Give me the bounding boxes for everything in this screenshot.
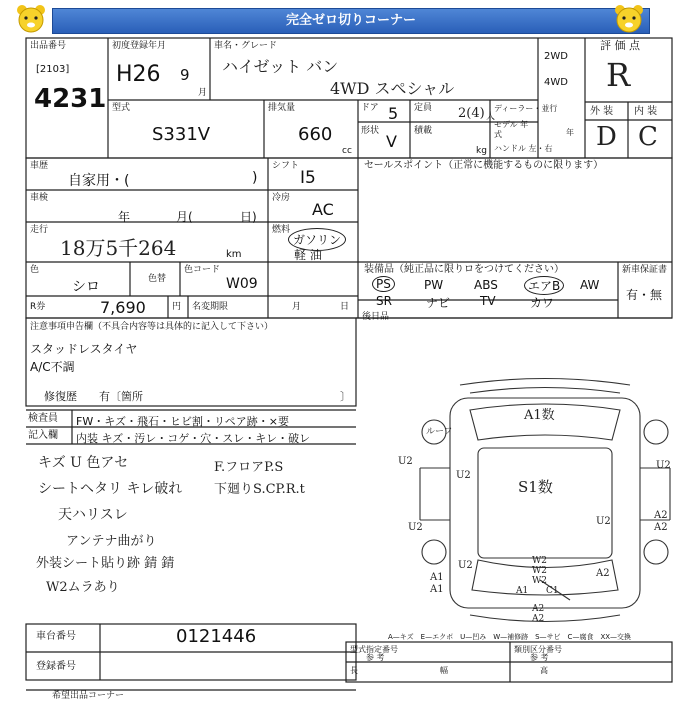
bear-mascot-right-icon bbox=[612, 4, 646, 34]
displacement-unit: cc bbox=[342, 146, 352, 156]
recycle-label: R券 bbox=[30, 302, 46, 312]
equip-ps: PS bbox=[372, 276, 395, 292]
history-close: ) bbox=[252, 170, 258, 186]
exterior-label: 外 装 bbox=[590, 106, 614, 117]
registration-month: 9 bbox=[180, 66, 190, 84]
drive-2wd: 2WD bbox=[544, 51, 568, 62]
color-label: 色 bbox=[30, 265, 40, 275]
recycle-unit: 円 bbox=[172, 302, 182, 312]
color-value: シロ bbox=[72, 279, 100, 295]
mark-a2-e: A2 bbox=[532, 614, 545, 624]
equip-abs: ABS bbox=[474, 278, 498, 292]
mini-l7: 高 bbox=[540, 666, 548, 675]
mark-u2-b: U2 bbox=[456, 470, 471, 481]
capacity-label: 定員 bbox=[414, 103, 433, 113]
exterior-items: FW・キズ・飛石・ヒビ割・リペア跡・×要 bbox=[76, 415, 289, 428]
fuel-gasoline: ガソリン bbox=[288, 228, 346, 251]
shape-label: 形状 bbox=[361, 126, 380, 136]
warranty-label: 新車保証書 bbox=[622, 265, 668, 275]
mark-a1-a: A1 bbox=[430, 572, 444, 583]
mark-u2-f: U2 bbox=[458, 560, 473, 571]
hand-note-4: アンテナ曲がり bbox=[66, 534, 157, 549]
mark-a1-c: A1 bbox=[516, 586, 529, 596]
mark-a2-b: A2 bbox=[654, 522, 668, 533]
corner-banner: 完全ゼロ切りコーナー bbox=[52, 8, 650, 34]
repair-history: 修復歴 有〔箇所 bbox=[44, 390, 143, 403]
hand-note-1: キズ U 色アセ bbox=[38, 455, 129, 471]
mark-c1: C1 bbox=[546, 586, 559, 596]
color-code-label: 色コード bbox=[184, 265, 221, 275]
chassis-label: 車台番号 bbox=[36, 631, 76, 642]
mark-u2-e: U2 bbox=[596, 516, 611, 527]
rear-items-label: 後日品 bbox=[362, 312, 390, 322]
mark-a1-b: A1 bbox=[430, 584, 444, 595]
aircon-label: 冷房 bbox=[272, 193, 291, 203]
model-year-unit: 年 bbox=[566, 128, 574, 137]
inspection-year: 年 bbox=[118, 210, 131, 224]
registration-month-unit: 月 bbox=[198, 88, 208, 98]
mark-w2-a: W2 bbox=[532, 556, 547, 566]
model-label: 型式 bbox=[112, 103, 131, 113]
hand-note-6: W2ムラあり bbox=[46, 580, 120, 595]
doors-value: 5 bbox=[388, 104, 399, 123]
inspector-label: 検査員 bbox=[28, 413, 58, 424]
history-label: 車歴 bbox=[30, 161, 49, 171]
shape-value: V bbox=[386, 132, 397, 151]
mark-roof: ルーフ bbox=[426, 427, 453, 437]
equip-sr: SR bbox=[376, 294, 392, 308]
mini-l1: 型式指定番号 bbox=[350, 645, 398, 654]
registration-label: 初度登録年月 bbox=[112, 41, 167, 51]
shift-label: シフト bbox=[272, 161, 300, 171]
hand-note-8: 下廻りS.CP.R.t bbox=[214, 482, 305, 497]
mark-a2-d: A2 bbox=[532, 604, 545, 614]
notes-label: 注意事項申告欄（不具合内容等は具体的に記入して下さい） bbox=[30, 322, 274, 332]
drive-4wd: 4WD bbox=[544, 77, 568, 88]
load-unit: kg bbox=[476, 146, 487, 156]
fuel-label: 燃料 bbox=[272, 225, 291, 235]
equip-leather: カワ bbox=[530, 296, 555, 310]
mileage-value: 18万5千264 bbox=[60, 236, 177, 260]
mark-u2-d: U2 bbox=[408, 522, 423, 533]
shift-value: I5 bbox=[300, 168, 316, 188]
mini-l3: 類別区分番号 bbox=[514, 645, 562, 654]
dealer-label: ディーラー・並行 bbox=[494, 104, 558, 113]
notes-line-1: スタッドレスタイヤ bbox=[30, 342, 138, 356]
capacity-unit: 人 bbox=[486, 112, 496, 122]
color-code: W09 bbox=[226, 276, 258, 292]
mini-l6: 幅 bbox=[440, 666, 448, 675]
mark-s1: S1数 bbox=[518, 478, 553, 496]
car-grade: 4WD スペシャル bbox=[330, 79, 455, 98]
exterior-grade: D bbox=[596, 122, 617, 152]
bottom-strip: 希望出品コーナー bbox=[52, 691, 125, 701]
mark-w2-b: W2 bbox=[532, 566, 547, 576]
model-year-label: モデル 年式 bbox=[494, 120, 529, 139]
sales-point-label: セールスポイント（正常に機能するものに限ります） bbox=[364, 160, 604, 171]
mini-l5: 長 bbox=[350, 666, 358, 675]
color-change-label: 色替 bbox=[148, 274, 167, 284]
repair-history-close: 〕 bbox=[340, 390, 351, 403]
displacement-label: 排気量 bbox=[268, 103, 296, 113]
car-name: ハイゼット バン bbox=[222, 57, 339, 76]
damage-legend: A—キズ E—エクボ U—凹み W—補修跡 S—サビ C—腐食 XX—交換 bbox=[388, 633, 632, 641]
mark-a2-a: A2 bbox=[654, 510, 668, 521]
recycle-value: 7,690 bbox=[100, 298, 146, 317]
hand-note-3: 天ハリスレ bbox=[58, 507, 128, 523]
hand-note-5: 外装シート貼り跡 錆 錆 bbox=[36, 556, 175, 571]
interior-label: 内 装 bbox=[634, 106, 658, 117]
doors-label: ドア bbox=[361, 103, 379, 113]
equip-airbag: エアB bbox=[524, 276, 564, 295]
inspection-label: 車検 bbox=[30, 193, 49, 203]
equip-aw: AW bbox=[580, 278, 600, 292]
mark-u2-a: U2 bbox=[398, 456, 413, 467]
name-change-label: 名変期限 bbox=[192, 302, 229, 312]
equip-tv: TV bbox=[480, 294, 496, 308]
chassis-number: 0121446 bbox=[176, 626, 257, 647]
inspection-day: 日) bbox=[240, 210, 257, 224]
inspection-month: 月( bbox=[176, 210, 193, 224]
model-value: S331V bbox=[152, 124, 211, 145]
mark-u2-c: U2 bbox=[656, 460, 671, 471]
mark-a2-c: A2 bbox=[596, 568, 610, 579]
displacement-value: 660 bbox=[298, 124, 333, 145]
equipment-label: 装備品（純正品に限りロをつけてください） bbox=[364, 264, 564, 275]
entry-label: 記入欄 bbox=[28, 430, 58, 441]
handle-label: ハンドル 左・右 bbox=[494, 144, 553, 153]
lot-number: 4231 bbox=[34, 84, 107, 114]
equip-navi: ナビ bbox=[426, 296, 451, 310]
history-value: 自家用・( bbox=[68, 173, 130, 189]
capacity-value: 2(4) bbox=[458, 106, 485, 121]
load-label: 積載 bbox=[414, 126, 433, 136]
bear-mascot-left-icon bbox=[14, 4, 48, 34]
notes-line-2: A/C不調 bbox=[30, 360, 75, 374]
car-name-label: 車名・グレード bbox=[214, 41, 278, 51]
mileage-unit: km bbox=[226, 249, 242, 260]
grade-label: 評 価 点 bbox=[600, 39, 640, 52]
registration-year: H26 bbox=[116, 62, 161, 87]
lot-code: [2103] bbox=[36, 64, 70, 75]
interior-items: 内装 キズ・汚レ・コゲ・穴・スレ・キレ・破レ bbox=[76, 432, 311, 445]
equip-pw: PW bbox=[424, 278, 444, 292]
name-change-day: 日 bbox=[340, 302, 350, 312]
mini-l4: 参 考 bbox=[530, 653, 549, 662]
interior-grade: C bbox=[638, 122, 658, 152]
reg-no-label: 登録番号 bbox=[36, 661, 76, 672]
mark-w2-c: W2 bbox=[532, 576, 547, 586]
aircon-value: AC bbox=[312, 200, 334, 219]
fuel-diesel: 軽 油 bbox=[294, 248, 322, 262]
hand-note-2: シートヘタリ キレ破れ bbox=[38, 481, 183, 497]
hand-note-7: F.フロアP.S bbox=[214, 460, 284, 475]
mini-l2: 参 考 bbox=[366, 653, 385, 662]
lot-label: 出品番号 bbox=[30, 41, 67, 51]
grade-score: R bbox=[606, 56, 631, 94]
warranty-value: 有・無 bbox=[626, 288, 663, 302]
mark-a1-roof: A1数 bbox=[524, 408, 555, 423]
mileage-label: 走行 bbox=[30, 225, 49, 235]
name-change-month: 月 bbox=[292, 302, 302, 312]
